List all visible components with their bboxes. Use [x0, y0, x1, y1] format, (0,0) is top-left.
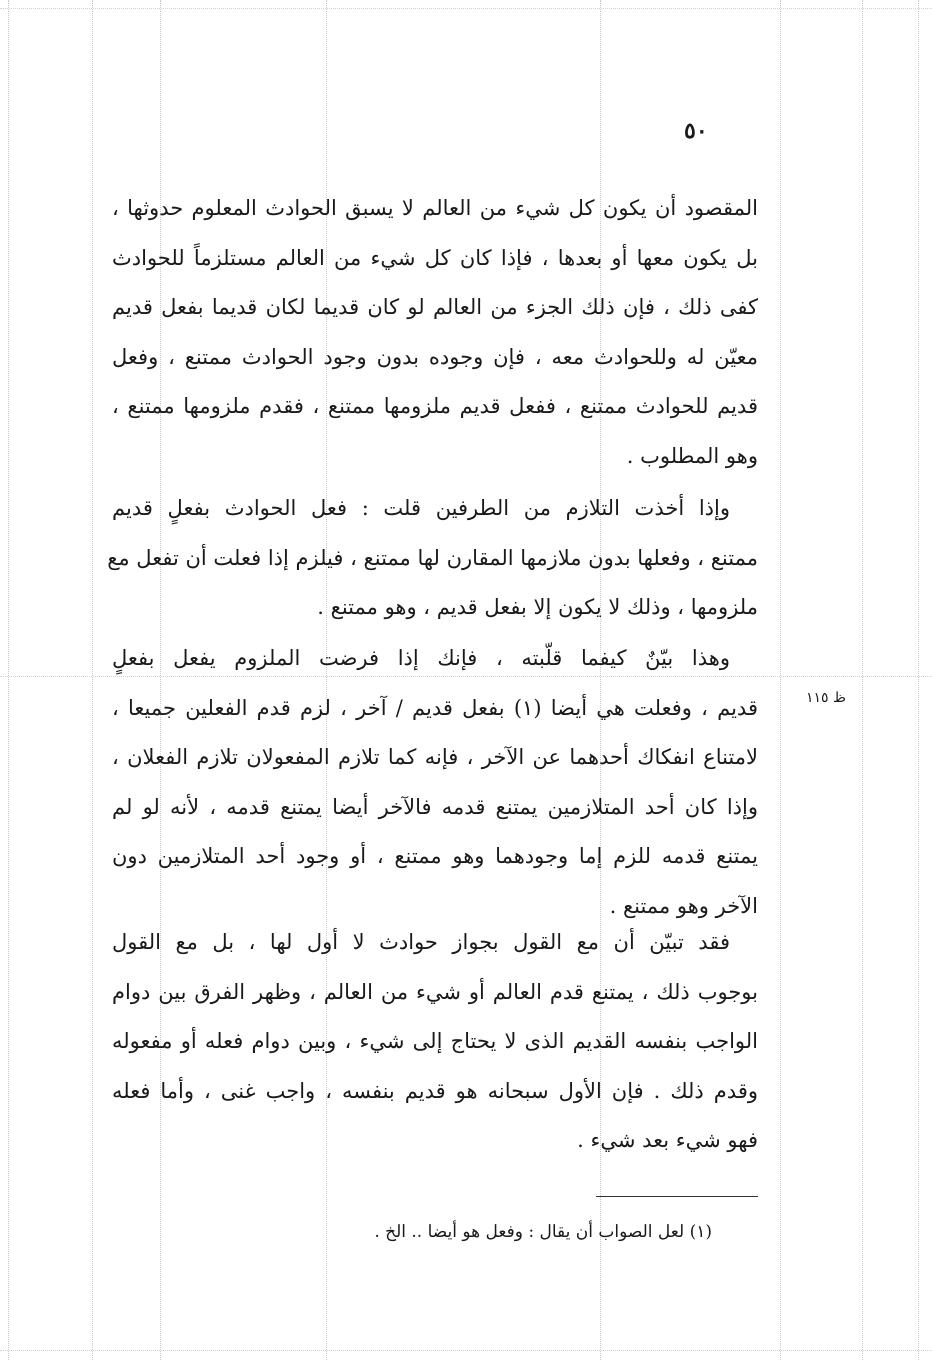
text-line: الآخر وهو ممتنع . — [609, 893, 758, 918]
paragraph-3 — [112, 634, 758, 931]
scan-guide-line — [780, 0, 781, 1360]
text-line: وإذا كان أحد المتلازمين يمتنع قدمه فالآخر أيضا يمتنع قدمه ، لأنه لو لم — [112, 794, 758, 819]
paragraph-4 — [112, 918, 758, 1166]
footnote-separator — [596, 1196, 758, 1197]
text-line: قديم للحوادث ممتنع ، ففعل قديم ملزومها ممتنع ، فقدم ملزومها ممتنع ، — [112, 394, 758, 418]
scan-guide-line — [918, 0, 919, 1360]
text-line: يمتنع قدمه للزم إما وجودهما وهو ممتنع ، أو وجود أحد المتلازمين دون — [112, 844, 758, 868]
text-line: وهو المطلوب . — [626, 443, 758, 468]
page-number: ٥٠ — [684, 118, 708, 144]
text-line: فقد تبيّن أن مع القول بجواز حوادث لا أول لها ، بل مع القول — [112, 930, 730, 954]
paragraph-2 — [107, 484, 758, 633]
text-line: ممتنع ، وفعلها بدون ملازمها المقارن لها ممتنع ، فيلزم إذا فعلت أن تفعل مع — [107, 545, 758, 570]
scan-guide-line — [8, 0, 9, 1360]
text-line: ملزومها ، وذلك لا يكون إلا بفعل قديم ، وهو ممتنع . — [317, 595, 758, 619]
text-line: لامتناع انفكاك أحدهما عن الآخر ، فإنه كما تلازم المفعولان تلازم الفعلان ، — [112, 745, 758, 769]
text-line: وقدم ذلك . فإن الأول سبحانه هو قديم بنفسه ، واجب غنى ، وأما فعله — [112, 1078, 758, 1103]
text-line: قديم ، وفعلت هي أيضا (١) بفعل قديم / آخر ، لزم قدم الفعلين جميعا ، — [112, 695, 758, 720]
text-line: كفى ذلك ، فإن ذلك الجزء من العالم لو كان قديما لكان قديما بفعل قديم — [112, 295, 758, 319]
scan-guide-line — [862, 0, 863, 1360]
text-line: بوجوب ذلك ، يمتنع قدم العالم أو شيء من العالم ، وظهر الفرق بين دوام — [112, 979, 758, 1004]
scan-guide-line — [92, 0, 93, 1360]
text-line: معيّن له وللحوادث معه ، فإن وجوده بدون وجود الحوادث ممتنع ، وفعل — [112, 344, 758, 369]
text-line: فهو شيء بعد شيء . — [577, 1128, 758, 1152]
text-line: بل يكون معها أو بعدها ، فإذا كان كل شيء من العالم مستلزماً للحوادث — [112, 245, 758, 270]
scan-guide-line — [0, 1350, 932, 1351]
margin-manuscript-folio-note: ظ ١١٥ — [806, 690, 846, 706]
text-line: الواجب بنفسه القديم الذى لا يحتاج إلى شيء ، وبين دوام فعله أو مفعوله — [112, 1029, 758, 1053]
text-line: المقصود أن يكون كل شيء من العالم لا يسبق الحوادث المعلوم حدوثها ، — [112, 196, 758, 220]
text-line: وإذا أخذت التلازم من الطرفين قلت : فعل الحوادث بفعلٍ قديم — [112, 496, 730, 520]
text-line: وهذا بيّنٌ كيفما قلّبته ، فإنك إذا فرضت الملزوم يفعل بفعلٍ — [112, 646, 730, 670]
scan-guide-line — [0, 8, 932, 9]
paragraph-1 — [112, 184, 758, 481]
footnote: (١) لعل الصواب أن يقال : وفعل هو أيضا .. الخ . — [374, 1222, 712, 1242]
